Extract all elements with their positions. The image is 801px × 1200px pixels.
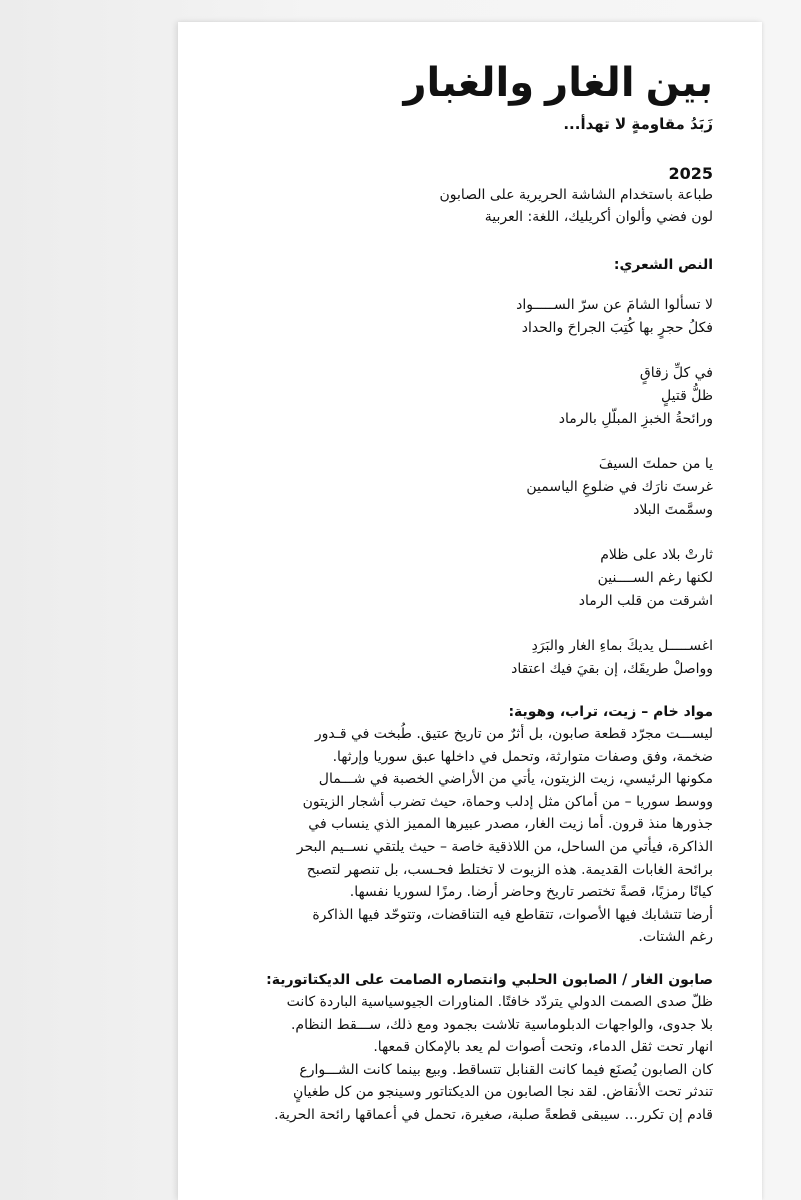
verse-line: ورائحةُ الخبزِ المبلّلِ بالرماد <box>558 411 713 427</box>
paragraph-line: كيانًا رمزيًا، قصةً تختصر تاريخ وحاضر أرضا. رمزًا لسوريا نفسها. <box>349 884 713 901</box>
paragraph-line: ليســـت مجرّد قطعة صابون، بل أثرٌ من تاريخ عتيق. طُبخت في قـدور <box>314 726 713 742</box>
document-content <box>213 60 713 1127</box>
paragraph-line: مكونها الرئيسي، زيت الزيتون، يأتي من الأراضي الخصبة في شـــمال <box>318 771 713 788</box>
verse-line: لكنها رغم الســــنين <box>597 570 713 586</box>
verse-line: غرستَ نارَك في ضلوعِ الياسمين <box>526 479 713 495</box>
section-aleppo-soap-heading: صابون الغار / الصابون الحلبي وانتصاره الصامت على الديكتاتورية: <box>266 971 713 988</box>
verse-line: يا من حملتَ السيفَ <box>598 456 713 472</box>
paragraph-line: بلا جدوى، والواجهات الدبلوماسية تلاشت بجمود ومع ذلك، ســـقط النظام. <box>290 1016 713 1033</box>
verse-line: اغســـــل يديكَ بماءِ الغار والبَرَدِ <box>531 638 713 654</box>
paragraph-line: ظلّ صدى الصمت الدولي يتردّد خافتًا. المناورات الجيوسياسية الباردة كانت <box>286 993 713 1010</box>
paragraph-line: ضخمة، وفق وصفات متوارثة، وتحمل في داخلها عبق سوريا وإرثها. <box>332 748 713 765</box>
paragraph-line: قادم إن تكرر... سيبقى قطعةً صلبة، صغيرة، تحمل في أعماقها رائحة الحرية. <box>274 1106 713 1123</box>
artwork-year: 2025 <box>668 164 713 183</box>
poem-stanza <box>213 294 713 340</box>
document-title: بين الغار والغبار <box>403 61 713 105</box>
verse-line: وواصلْ طريقَك، إن بقيَ فيك اعتقاد <box>511 661 713 677</box>
poem-heading: النص الشعري: <box>613 257 713 273</box>
verse-line: ثارتْ بلاد على ظلام <box>600 547 713 563</box>
verse-line: وسمَّمتَ البلاد <box>633 502 713 518</box>
verse-line: في كلِّ زقاقٍ <box>639 365 713 381</box>
verse-line: فكلُ حجرٍ بها كُتِبَ الجراحَ والحداد <box>521 320 713 336</box>
section-aleppo-soap-body <box>213 991 713 1127</box>
verse-line: ظلُّ قتيلٍ <box>661 388 713 404</box>
poem-stanza <box>213 635 713 681</box>
document-subtitle: زَبَدُ مقاومةٍ لا تهدأ... <box>563 115 713 133</box>
paragraph-line: ووسط سوريا – من أماكن مثل إدلب وحماة، حيث تضرب أشجار الزيتون <box>302 793 713 810</box>
paragraph-line: جذورها منذ قرون. أما زيت الغار، مصدر عبيرها المميز الذي ينساب في <box>308 816 713 833</box>
paragraph-line: برائحة الغابات القديمة. هذه الزيوت لا تختلط فحـسب، بل تنصهر لتصبح <box>306 861 713 878</box>
verse-line: اشرقت من قلب الرماد <box>578 593 713 609</box>
paragraph-line: كان الصابون يُصنَع فيما كانت القنابل تتساقط. وبيع بينما كانت الشـــوارع <box>299 1061 713 1078</box>
paragraph-line: رغم الشتات. <box>638 929 713 946</box>
paragraph-line: أرضا تتشابك فيها الأصوات، تتقاطع فيه التناقضات، وتتوحّد فيها الذاكرة <box>312 906 713 923</box>
paragraph-line: انهار تحت ثقل الدماء، وتحت أصوات لم يعد بالإمكان قمعها. <box>373 1039 713 1056</box>
paragraph-line: تندثر تحت الأنقاض. لقد نجا الصابون من الديكتاتور وسينجو من كل طغيانٍ <box>292 1084 713 1101</box>
artwork-technique: طباعة باستخدام الشاشة الحريرية على الصابون <box>439 187 713 203</box>
poem-stanza <box>213 544 713 613</box>
poem-stanza <box>213 453 713 522</box>
artwork-materials: لون فضي وألوان أكريليك، اللغة: العربية <box>484 209 713 225</box>
poem-stanza <box>213 362 713 431</box>
section-raw-materials-heading: مواد خام – زيت، تراب، وهوية: <box>508 704 713 720</box>
paragraph-line: الذاكرة، فيأتي من الساحل، من اللاذقية خاصة – حيث يلتقي نســيم البحر <box>296 838 713 855</box>
section-raw-materials-body <box>213 723 713 949</box>
verse-line: لا تسألوا الشامَ عن سرّ الســـــواد <box>516 297 713 313</box>
